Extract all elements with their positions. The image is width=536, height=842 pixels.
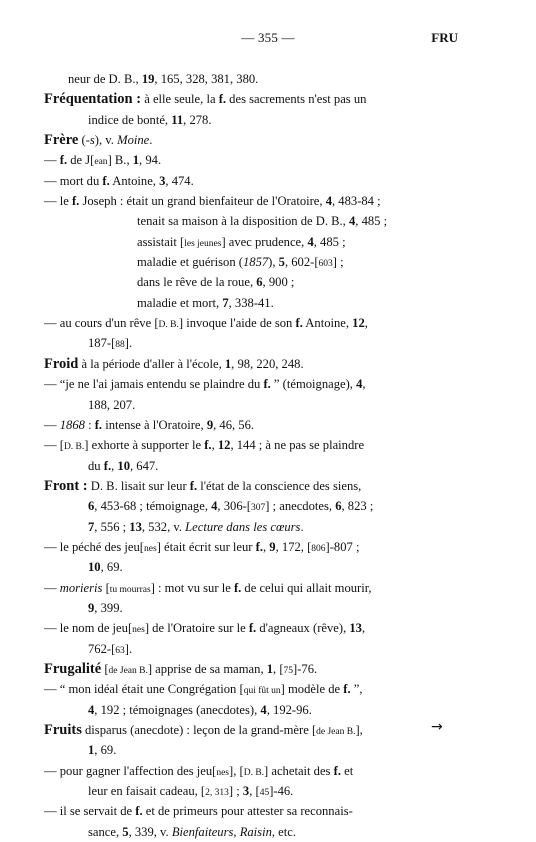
page-number: — 355 — [241, 30, 295, 45]
index-line: — [D. B.] exhorte à supporter le f., 12, 144 ; à ne pas se plaindre [44, 438, 365, 453]
index-line: — au cours d'un rêve [D. B.] invoque l'aide de son f. Antoine, 12, [44, 316, 368, 331]
index-entries [44, 69, 464, 842]
index-line: maladie et mort, 7, 338-41. [137, 295, 274, 310]
index-line: sance, 5, 339, v. Bienfaiteurs, Raisin, etc. [88, 824, 296, 839]
index-line: 6, 453-68 ; témoignage, 4, 306-[307] ; anecdotes, 6, 823 ; [88, 499, 374, 514]
index-line: tenait sa maison à la disposition de D. B., 4, 485 ; [137, 214, 388, 229]
index-line: Fréquentation : à elle seule, la f. des sacrements n'est pas un [44, 91, 367, 108]
running-head: FRU [431, 30, 458, 45]
index-line: maladie et guérison (1857), 5, 602-[603] ; [137, 255, 344, 270]
index-line: — pour gagner l'affection des jeu[nes], [D. B.] achetait des f. et [44, 763, 354, 778]
index-line: assistait [les jeunes] avec prudence, 4, 485 ; [137, 234, 346, 249]
index-line: 10, 69. [88, 560, 123, 575]
index-line: 187-[88]. [88, 336, 133, 351]
index-line: Froid à la période d'aller à l'école, 1, 98, 220, 248. [44, 355, 304, 372]
page-header [0, 30, 536, 48]
index-line: 1, 69. [88, 743, 117, 758]
index-line: 7, 556 ; 13, 532, v. Lecture dans les cœurs. [88, 519, 304, 534]
continue-arrow-icon: → [431, 719, 443, 735]
index-line: — “ mon idéal était une Congrégation [qui fût un] modèle de f. ”, [44, 682, 363, 697]
index-line: — f. de J[ean] B., 1, 94. [44, 153, 162, 168]
index-line: 4, 192 ; témoignages (anecdotes), 4, 192-96. [88, 702, 312, 717]
index-line: Front : D. B. lisait sur leur f. l'état de la conscience des siens, [44, 477, 362, 494]
index-line: Fruits disparus (anecdote) : leçon de la grand-mère [de Jean B.], [44, 722, 363, 738]
index-line: — le f. Joseph : était un grand bienfaiteur de l'Oratoire, 4, 483-84 ; [44, 194, 381, 209]
index-line: — le péché des jeu[nes] était écrit sur leur f., 9, 172, [806]-807 ; [44, 539, 360, 554]
index-line: Frugalité [de Jean B.] apprise de sa maman, 1, [75]-76. [44, 660, 318, 677]
index-line: 9, 399. [88, 600, 123, 615]
index-line: — 1868 : f. intense à l'Oratoire, 9, 46, 56. [44, 417, 255, 432]
index-line: — il se servait de f. et de primeurs pour attester sa reconnais- [44, 804, 353, 819]
index-line: 762-[63]. [88, 641, 133, 656]
index-line: 188, 207. [88, 397, 136, 412]
index-line: — mort du f. Antoine, 3, 474. [44, 173, 194, 188]
index-line: Frère (-s), v. Moine. [44, 132, 153, 149]
index-line: neur de D. B., 19, 165, 328, 381, 380. [68, 72, 259, 86]
index-line: — le nom de jeu[nes] de l'Oratoire sur le f. d'agneaux (rêve), 13, [44, 621, 366, 636]
index-line: — morieris [tu mourras] : mot vu sur le f. de celui qui allait mourir, [44, 580, 372, 595]
index-line: — “je ne l'ai jamais entendu se plaindre du f. ” (témoignage), 4, [44, 377, 366, 392]
index-line: indice de bonté, 11, 278. [88, 112, 212, 127]
index-line: leur en faisait cadeau, [2, 313] ; 3, [45]-46. [88, 784, 294, 799]
index-line: dans le rêve de la roue, 6, 900 ; [137, 275, 295, 290]
index-line: du f., 10, 647. [88, 458, 159, 473]
